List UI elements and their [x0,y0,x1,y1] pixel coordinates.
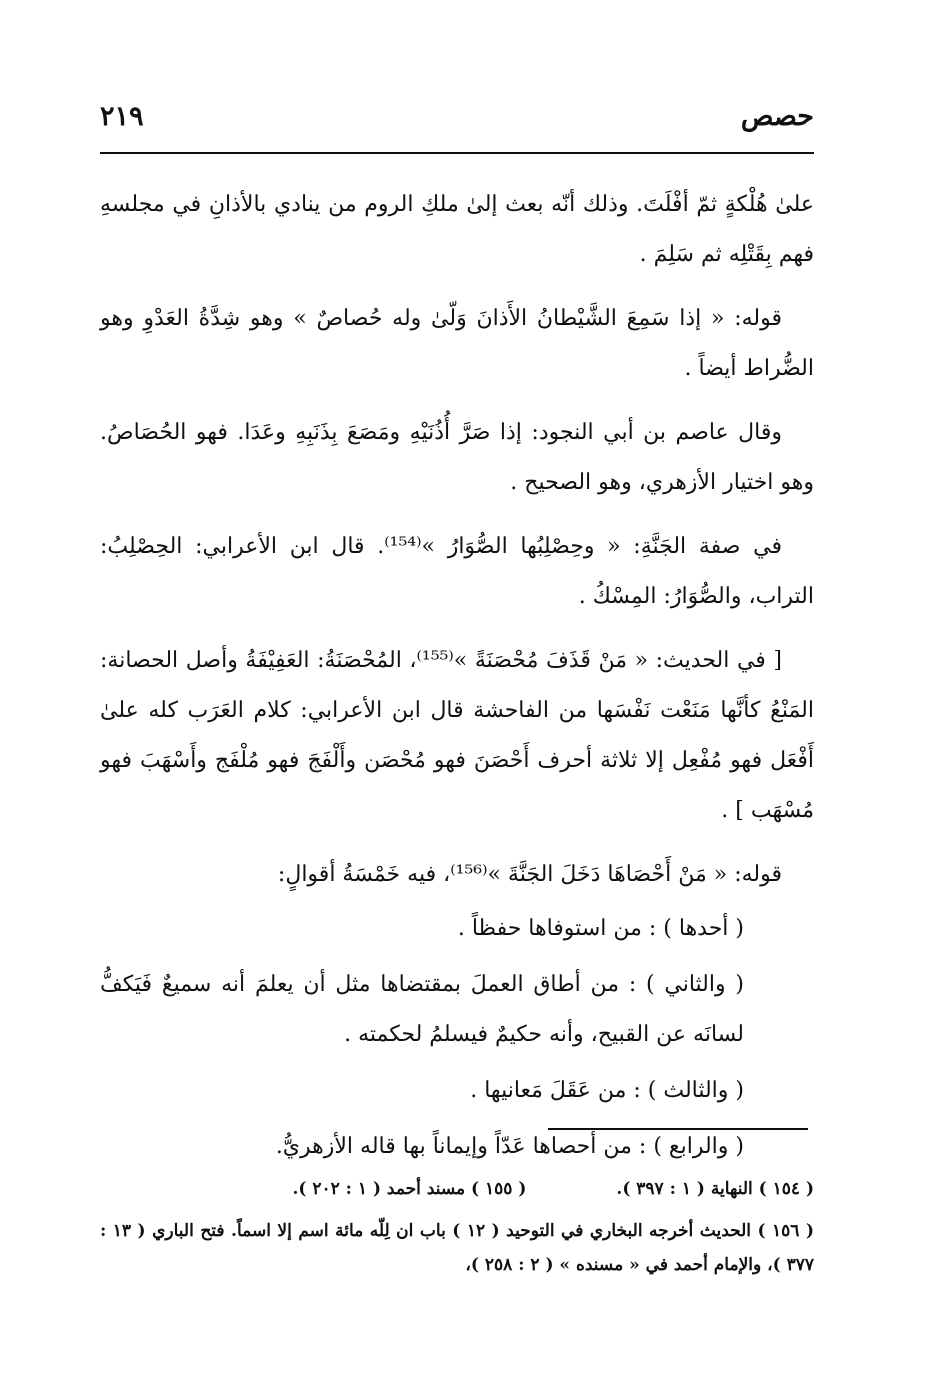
paragraph: قوله: « إذا سَمِعَ الشَّيْطانُ الأَذانَ وَلّىٰ وله حُصاصٌ » وهو شِدَّةُ العَدْوِ وهو الضُّراط أيضاً . [100,306,814,381]
footnote-155: ( ١٥٥ ) مسند أحمد ( ١ : ٢٠٢ ). [292,1179,527,1199]
list-item: ( والثالث ) : من عَقَلَ مَعانيها . [470,1078,744,1103]
paragraph: [ في الحديث: « مَنْ قَذَفَ مُحْصَنَةً »⁽¹⁵⁵⁾، المُحْصَنَةُ: العَفِيْفَةُ وأصل الحصانة: المَنْعُ كأنَّها مَنَعْت نَفْسَها من الفاحشة قال ابن الأعرابي: كلام العَرَب كله علىٰ أَفْعَل فهو مُفْعِل إلا ثلاثة أحرف أَحْصَنَ فهو مُحْصَن وأَلْفَجَ فهو مُلْفَج وأَسْهَبَ فهو مُسْهَب ] . [100,648,814,823]
paragraph: في صفة الجَنَّةِ: « وحِصْلِبُها الصُّوَارُ »⁽¹⁵⁴⁾. قال ابن الأعرابي: الحِصْلِبُ: التراب، والصُّوَارُ: المِسْكُ . [100,534,814,609]
footnote-156: ( ١٥٦ ) الحديث أخرجه البخاري في التوحيد ( ١٢ ) باب ان لِلّه مائة اسم إلا اسماً. فتح الباري ( ١٣ : ٣٧٧ )، والإمام أحمد في « مسنده » ( ٢ : ٢٥٨ )، [100,1221,814,1275]
footnote-154: ( ١٥٤ ) النهاية ( ١ : ٣٩٧ ). [616,1179,814,1199]
footnote-row [100,1172,814,1206]
paragraph: علىٰ هُلْكةٍ ثمّ أفْلَتَ. وذلك أنّه بعث إلىٰ ملكِ الروم من ينادي بالأذانِ في مجلسهِ فهم بِقَتْلِه ثم سَلِمَ . [100,192,814,267]
list-item: ( والرابع ) : من أحصاها عَدّاً وإيماناً بها قاله الأزهريُّ. [275,1134,744,1159]
running-head-entry: حصص [740,100,814,132]
list-item: ( أحدها ) : من استوفاها حفظاً . [457,916,744,941]
header-rule [100,152,814,154]
page-header [100,96,814,136]
footnotes [100,1172,814,1282]
footnote-rule [548,1128,808,1130]
main-text [100,180,814,1178]
page-number: ٢١٩ [100,100,144,132]
paragraph: قوله: « مَنْ أَحْصَاهَا دَخَلَ الجَنَّةَ »⁽¹⁵⁶⁾، فيه خَمْسَةُ أقوالٍ: [277,862,782,887]
paragraph: وقال عاصم بن أبي النجود: إذا صَرَّ أُذُنَيْهِ ومَصَعَ بِذَنَبِهِ وعَدَا. فهو الحُصَاصُ. وهو اختيار الأزهري، وهو الصحيح . [100,420,814,495]
list-item: ( والثاني ) : من أطاق العملَ بمقتضاها مثل أن يعلمَ أنه سميعٌ فَيَكفُّ لسانَه عن القبيح، وأنه حكيمٌ فيسلمُ لحكمته . [100,972,744,1047]
